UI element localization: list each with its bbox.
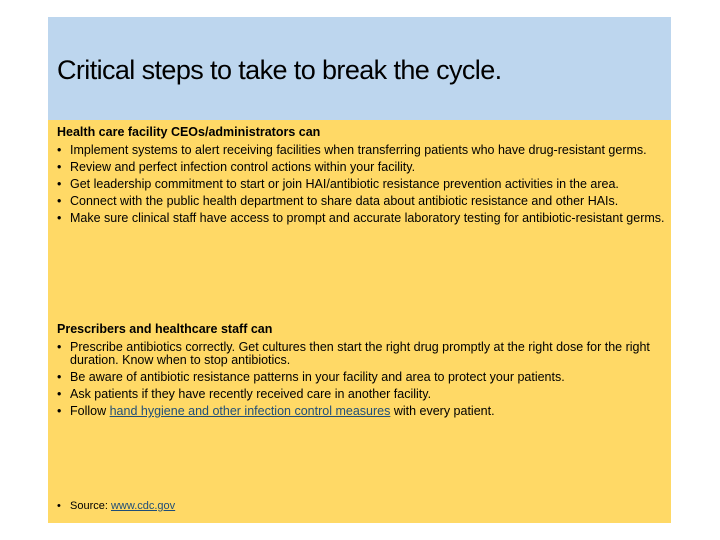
list-item: • Connect with the public health department to share data about antibiotic resistance and other HAIs. xyxy=(57,195,665,208)
list-item: • Review and perfect infection control actions within your facility. xyxy=(57,161,665,174)
list-item: • Get leadership commitment to start or join HAI/antibiotic resistance prevention activities in the area. xyxy=(57,178,665,191)
list-item: • Be aware of antibiotic resistance patterns in your facility and area to protect your patients. xyxy=(57,371,665,384)
section-prescribers xyxy=(57,321,665,418)
section-heading: Health care facility CEOs/administrators can xyxy=(57,125,321,139)
source-link[interactable]: www.cdc.gov xyxy=(110,500,176,512)
slide-title: Critical steps to take to break the cycle. xyxy=(57,55,502,85)
section-heading: Prescribers and healthcare staff can xyxy=(57,322,273,336)
item-suffix: with every patient. xyxy=(390,404,495,418)
content-area xyxy=(48,120,671,523)
bullet-list xyxy=(57,341,665,418)
list-item: • Ask patients if they have recently received care in another facility. xyxy=(57,388,665,401)
source-label: Source: xyxy=(70,500,111,512)
title-band xyxy=(48,17,671,120)
item-prefix: Follow xyxy=(70,404,110,418)
section-administrators xyxy=(57,124,665,225)
bullet-list xyxy=(57,144,665,225)
source-line xyxy=(57,500,175,512)
hand-hygiene-link[interactable]: hand hygiene and other infection control measures xyxy=(109,404,391,418)
list-item-hand-hygiene xyxy=(57,405,665,418)
list-item: • Implement systems to alert receiving facilities when transferring patients who have drug-resistant germs. xyxy=(57,144,665,157)
list-item: • Make sure clinical staff have access to prompt and accurate laboratory testing for antibiotic-resistant germs. xyxy=(57,212,665,225)
list-item: • Prescribe antibiotics correctly. Get cultures then start the right drug promptly at the right dose for the right duration. Know when to stop antibiotics. xyxy=(57,341,665,367)
slide xyxy=(48,17,671,523)
